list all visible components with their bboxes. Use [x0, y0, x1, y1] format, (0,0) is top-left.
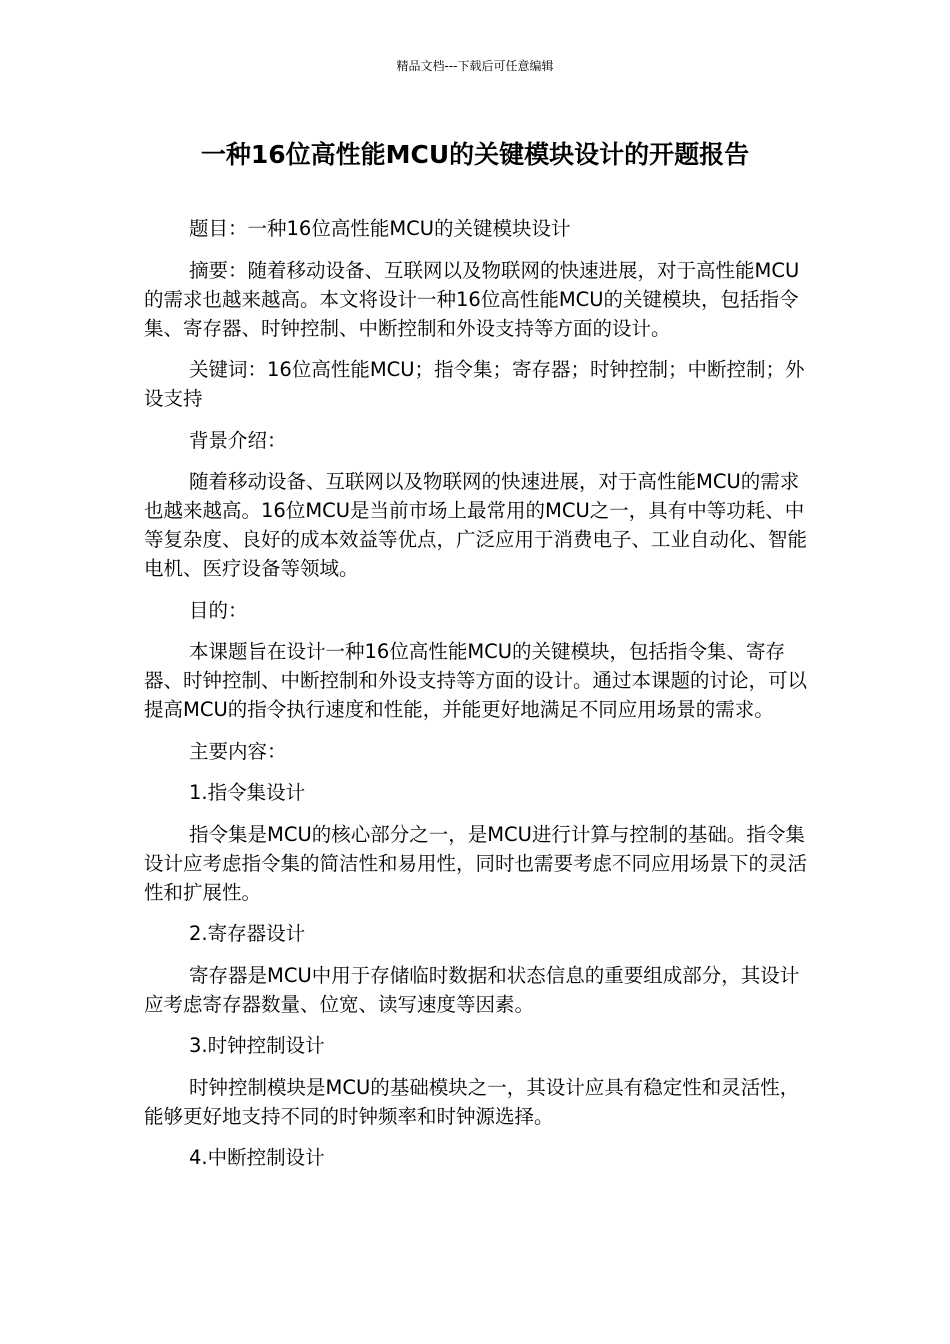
- paragraph-abstract: 摘要：随着移动设备、互联网以及物联网的快速进展，对于高性能MCU的需求也越来越高。本文将设计一种16位高性能MCU的关键模块，包括指令集、寄存器、时钟控制、中断控制和外设支持等方面的设计。: [144, 258, 800, 340]
- document-title: 一种16位高性能MCU的关键模块设计的开题报告: [200, 140, 750, 169]
- section-heading-purpose: 目的：: [189, 598, 248, 622]
- paragraph-background: 随着移动设备、互联网以及物联网的快速进展，对于高性能MCU的需求也越来越高。16位MCU是当前市场上最常用的MCU之一，具有中等功耗、中等复杂度、良好的成本效益等优点，广泛应用于消费电子、工业自动化、智能电机、医疗设备等领域。: [144, 470, 808, 580]
- paragraph-keywords: 关键词：16位高性能MCU；指令集；寄存器；时钟控制；中断控制；外设支持: [144, 358, 805, 410]
- section-heading-background: 背景介绍：: [189, 428, 287, 452]
- document-body: [144, 214, 808, 1185]
- paragraph-purpose: 本课题旨在设计一种16位高性能MCU的关键模块，包括指令集、寄存器、时钟控制、中断控制和外设支持等方面的设计。通过本课题的讨论，可以提高MCU的指令执行速度和性能，并能更好地满足不同应用场景的需求。: [144, 640, 808, 721]
- paragraph-topic: 题目：一种16位高性能MCU的关键模块设计: [189, 217, 571, 240]
- section-heading-main-content: 主要内容：: [189, 739, 287, 763]
- subheading-register: 2.寄存器设计: [189, 922, 306, 945]
- subheading-instruction-set: 1.指令集设计: [189, 781, 306, 804]
- subheading-clock-control: 3.时钟控制设计: [189, 1034, 325, 1057]
- paragraph-instruction-set: 指令集是MCU的核心部分之一，是MCU进行计算与控制的基础。指令集设计应考虑指令集的简洁性和易用性，同时也需要考虑不同应用场景下的灵活性和扩展性。: [144, 822, 808, 904]
- paragraph-register: 寄存器是MCU中用于存储临时数据和状态信息的重要组成部分，其设计应考虑寄存器数量、位宽、读写速度等因素。: [144, 963, 800, 1016]
- subheading-interrupt-control: 4.中断控制设计: [189, 1146, 325, 1169]
- paragraph-clock-control: 时钟控制模块是MCU的基础模块之一，其设计应具有稳定性和灵活性，能够更好地支持不同的时钟频率和时钟源选择。: [144, 1075, 800, 1128]
- page-header-note: 精品文档---下载后可任意编辑: [396, 59, 554, 73]
